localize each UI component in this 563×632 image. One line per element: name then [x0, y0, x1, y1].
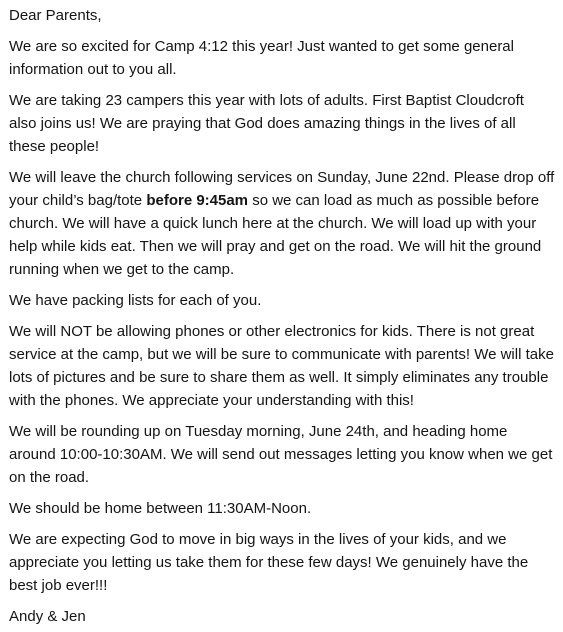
- paragraph-electronics-policy: We will NOT be allowing phones or other electronics for kids. There is not great service at the camp, but we will be sure to communicate with parents! We will take lots of pictures and be sure to share them as well. It simply eliminates any trouble with the phones. We appreciate your understanding with this!: [9, 323, 554, 409]
- paragraph-return-trip: We will be rounding up on Tuesday morning, June 24th, and heading home around 10:00-10:30AM. We will send out messages letting you know when we get on the road.: [9, 423, 553, 486]
- letter-salutation: Dear Parents,: [9, 7, 102, 24]
- letter-signature: Andy & Jen: [9, 608, 86, 625]
- departure-text-start: We will leave the church following services on Sunday, June 22nd. Please drop off your child’s bag/tote: [9, 169, 555, 209]
- paragraph-campers: We are taking 23 campers this year with lots of adults. First Baptist Cloudcroft also joins us! We are praying that God does amazing things in the lives of all these people!: [9, 92, 524, 155]
- paragraph-departure: [9, 166, 555, 281]
- paragraph-packing-lists: We have packing lists for each of you.: [9, 292, 262, 309]
- paragraph-arrival-time: We should be home between 11:30AM-Noon.: [9, 500, 312, 517]
- paragraph-closing: We are expecting God to move in big ways in the lives of your kids, and we appreciate you letting us take them for these few days! We genuinely have the best job ever!!!: [9, 531, 529, 594]
- departure-text-end: so we can load as much as possible before church. We will have a quick lunch here at the church. We will load up with your help while kids eat. Then we will pray and get on the road. We will hit the ground running when we get to the camp.: [9, 192, 542, 278]
- dropoff-deadline: before 9:45am: [146, 192, 249, 209]
- paragraph-intro: We are so excited for Camp 4:12 this year! Just wanted to get some general information out to you all.: [9, 38, 514, 78]
